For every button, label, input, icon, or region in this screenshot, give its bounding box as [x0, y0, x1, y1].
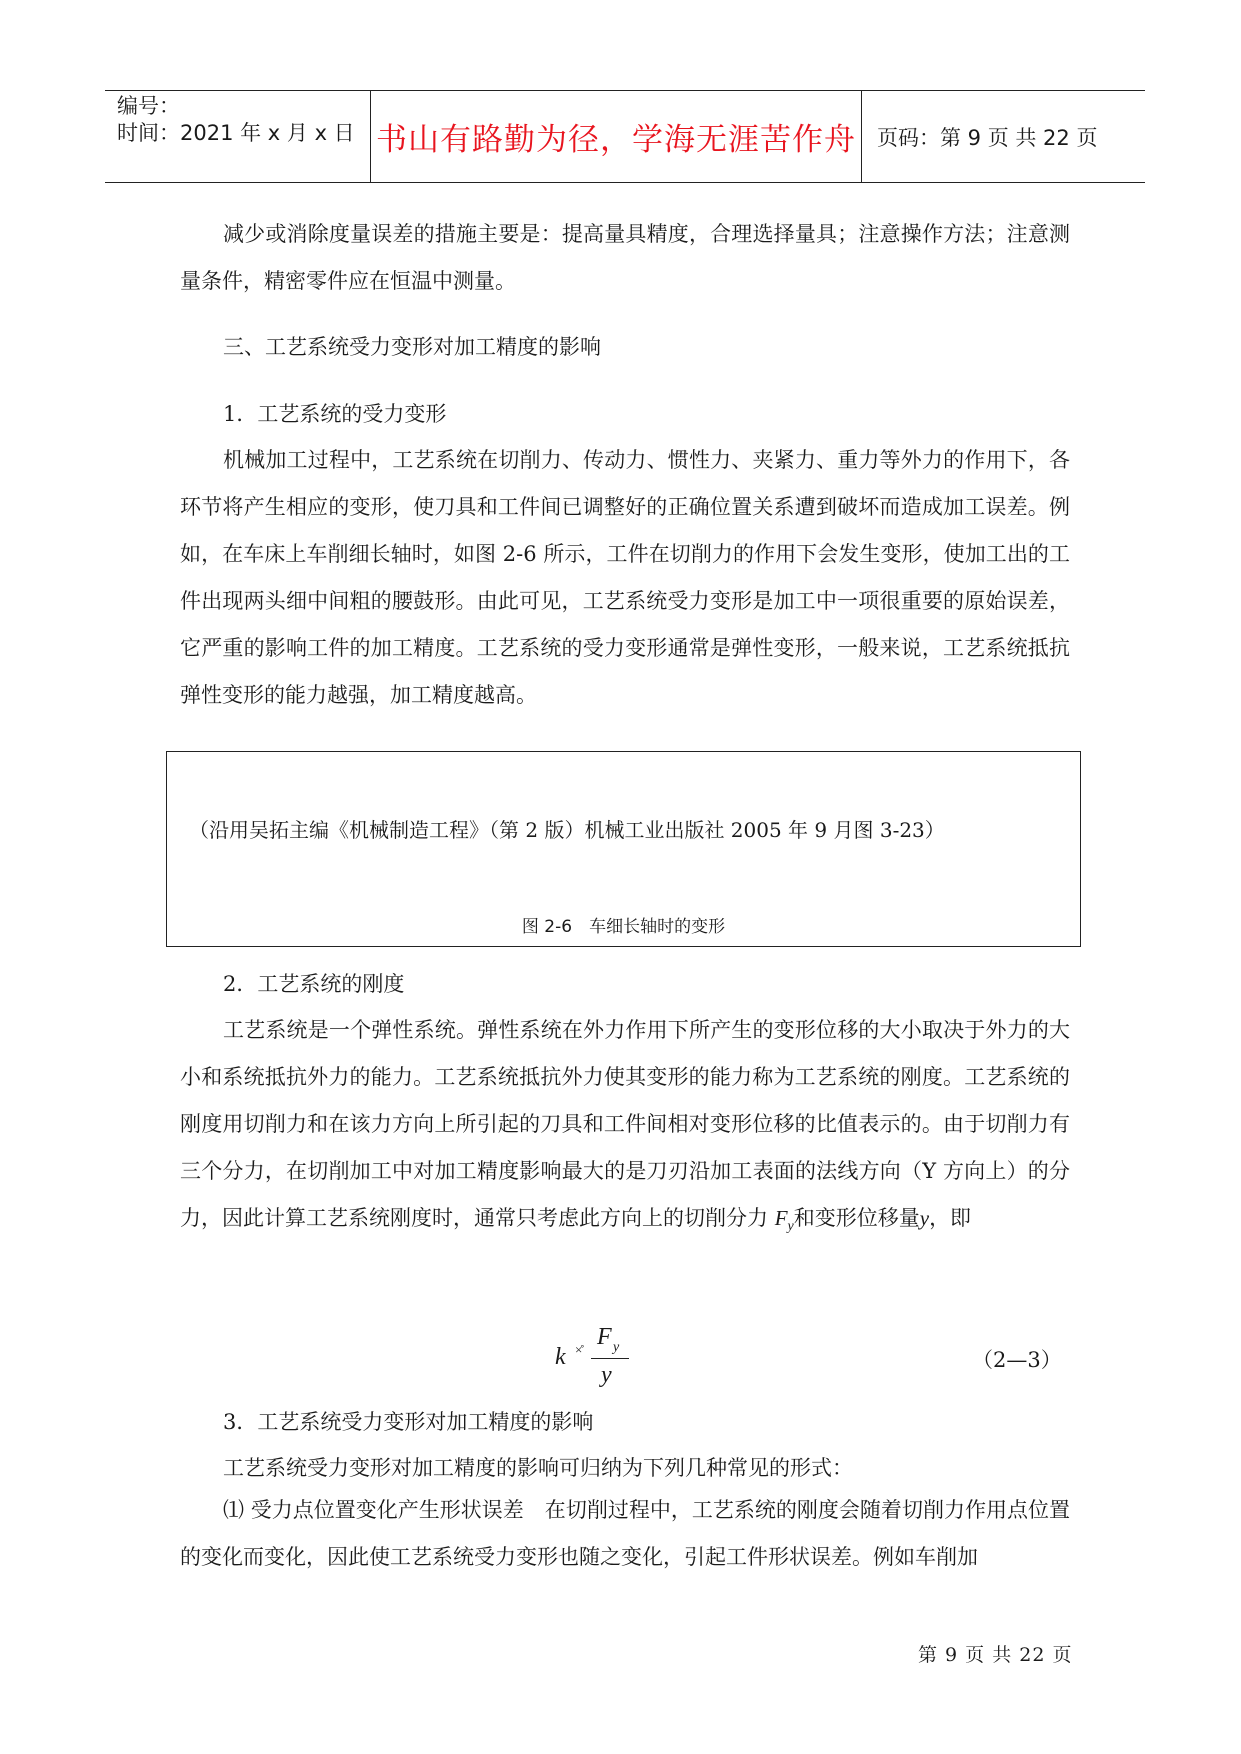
- document-number-label: 编号：: [117, 94, 180, 118]
- figure-frame: [166, 751, 1081, 947]
- equation-number: （2—3）: [972, 1348, 1062, 1372]
- paragraph-effect-forms: 工艺系统受力变形对加工精度的影响可归纳为下列几种常见的形式：: [223, 1456, 853, 1480]
- subsection-title-3: 3．工艺系统受力变形对加工精度的影响: [223, 1410, 594, 1434]
- formula-fraction-bar: [591, 1358, 629, 1359]
- formula-numerator-subscript: y: [613, 1340, 620, 1355]
- header-motto: 书山有路勤为径，学海无涯苦作舟: [376, 122, 856, 158]
- variable-force: $F_y$: [774, 1206, 794, 1235]
- paragraph-stiffness-mid: 和变形位移量: [793, 1206, 920, 1230]
- paragraph-force-point: ⑴ 受力点位置变化产生形状误差 在切削过程中，工艺系统的刚度会随着切削力作用点位置的变化而变化，因此使工艺系统受力变形也随之变化，引起工件形状误差。例如车削加: [180, 1498, 1070, 1569]
- page-header: [105, 90, 1145, 183]
- paragraph-stiffness: [180, 1007, 1070, 1250]
- paragraph-measurement-error: 减少或消除度量误差的措施主要是：提高量具精度，合理选择量具；注意操作方法；注意测量条件，精密零件应在恒温中测量。: [180, 222, 1070, 293]
- variable-displacement: y: [919, 1206, 930, 1230]
- paragraph-stiffness-end: ，即: [929, 1206, 972, 1230]
- page-footer: 第 9 页 共 22 页: [918, 1644, 1073, 1666]
- subsection-title-2: 2．工艺系统的刚度: [223, 972, 405, 996]
- header-page-cell: [862, 91, 1145, 182]
- header-motto-cell: [370, 91, 862, 182]
- document-time-label: 时间：2021 年 x 月 x 日: [117, 121, 355, 145]
- header-meta: [105, 91, 370, 182]
- subsection-title-1: 1．工艺系统的受力变形: [223, 402, 447, 426]
- formula-denominator: y: [601, 1362, 612, 1388]
- section-heading-3: 三、工艺系统受力变形对加工精度的影响: [223, 335, 601, 359]
- figure-caption: 图 2-6 车细长轴时的变形: [521, 917, 726, 937]
- formula-operator: ×̊: [575, 1342, 583, 1357]
- paragraph-force-deformation: 机械加工过程中，工艺系统在切削力、传动力、惯性力、夹紧力、重力等外力的作用下，各环节将产生相应的变形，使刀具和工件间已调整好的正确位置关系遭到破坏而造成加工误差。例如，在车床上车削细长轴时，如图 2-6 所示，工件在切削力的作用下会发生变形，使加工出的工件出现两头细中间粗的腰鼓形。由此可见，工艺系统受力变形是加工中一项很重要的原始误差，它严重的影响工件的加工精度。工艺系统的受力变形通常是弹性变形，一般来说，工艺系统抵抗弹性变形的能力越强，加工精度越高。: [180, 448, 1070, 707]
- paragraph-stiffness-text: 工艺系统是一个弹性系统。弹性系统在外力作用下所产生的变形位移的大小取决于外力的大小和系统抵抗外力的能力。工艺系统抵抗外力使其变形的能力称为工艺系统的刚度。工艺系统的刚度用切削力和在该力方向上所引起的刀具和工件间相对变形位移的比值表示的。由于切削力有三个分力，在切削加工中对加工精度影响最大的是刀刃沿加工表面的法线方向（Y 方向上）的分力，因此计算工艺系统刚度时，通常只考虑此方向上的切削分力: [180, 1018, 1070, 1230]
- formula-numerator: F: [597, 1324, 612, 1350]
- formula-k: k: [555, 1344, 566, 1370]
- header-page-info: 页码：第 9 页 共 22 页: [877, 125, 1098, 150]
- stiffness-formula: [555, 1322, 675, 1392]
- figure-source-note: （沿用吴拓主编《机械制造工程》（第 2 版）机械工业出版社 2005 年 9 月图 3-23）: [189, 818, 945, 842]
